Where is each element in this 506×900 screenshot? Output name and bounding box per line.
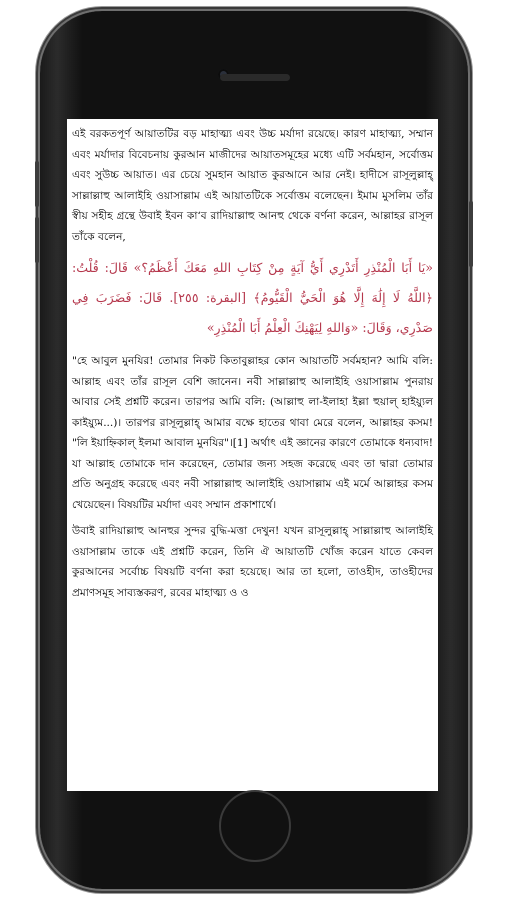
app-screen[interactable] [67, 119, 438, 791]
paragraph-2-text: "হে আবুল মুনযির! তোমার নিকট কিতাবুল্লাহর কোন আয়াতটি সর্বমহান? আমি বলি: আল্লাহ এবং তাঁর রাসূল বেশি জানেন। নবী সাল্লাল্লাহু আলাইহি ওয়াসাল্লাম পুনরায় আবার সেই প্রশ্নটি করেন। তারপর আমি বলি: (আল্লাহু লা-ইলাহা ইল্লা হুয়াল্ হাইয়্যুল কাইয়্যুম...)। তারপর রাসূলুল্লাহ্ আমার বক্ষে হাতের থাবা মেরে বলেন, আল্লাহর কসম! "লি ইয়াহ্নিকাল্ ইলমা আবাল মুনযির"। [72, 355, 433, 449]
arabic-hadith-text: «يَا أَبَا الْمُنْذِرِ أَتَدْرِي أَيُّ آيَةٍ مِنْ كِتَابِ اللهِ مَعَكَ أَعْظَمُ؟» قَالَ: قُلْتُ: ﴿اللَّهُ لَا إِلَٰهَ إِلَّا هُوَ الْحَيُّ الْقَيُّومُ﴾ [البقرة: ٢٥٥]. قَالَ: فَضَرَبَ فِي صَدْرِي، وَقَالَ: «وَاللهِ لِيَهْنِكَ الْعِلْمُ أَبَا الْمُنْذِرِ» [72, 260, 433, 335]
earpiece-speaker [220, 74, 290, 81]
power-button [469, 201, 473, 267]
article-paragraph-1: এই বরকতপূর্ণ আয়াতটির বড় মাহাত্ম্য এবং উচ্চ মর্যাদা রয়েছে। কারণ মাহাত্ম্য, সম্মান এবং মর্যাদার বিবেচনায় কুরআন মাজীদের আয়াতসমূহের মধ্যে এটি সর্বমহান, সর্বোত্তম এবং সুউচ্চ আয়াত। এর চেয়ে সুমহান আয়াত কুরআনে আর নেই। হাদীসে রাসূলুল্লাহ্ সাল্লাল্লাহু আলাইহি ওয়াসাল্লাম এই আয়াতটিকে সর্বোত্তম বলেছেন। ইমাম মুসলিম তাঁর স্বীয় সহীহ গ্রন্থে উবাই ইবন কা‘ব রাদিয়াল্লাহু আনহু থেকে বর্ণনা করেন, আল্লাহর রাসূল তাঁকে বলেন, [72, 128, 433, 243]
home-button[interactable] [219, 790, 291, 862]
article-body [67, 124, 438, 603]
volume-up-button [35, 161, 39, 207]
paragraph-2-continuation: অর্থাৎ এই জ্ঞানের কারণে তোমাকে ধন্যবাদ! যা আল্লাহ তোমাকে দান করেছেন, তোমার জন্য সহজ করেছে এবং তা দ্বারা তোমার প্রতি অনুগ্রহ করেছে এবং নবী সাল্লাল্লাহু আলাইহি ওয়াসাল্লাম এই মর্মে আল্লাহর কসম খেয়েছেন। বিষয়টির মর্যাদা এবং সম্মান প্রকাশার্থে। [72, 437, 434, 511]
article-paragraph-3: উবাই রাদিয়াল্লাহু আনহুর সুন্দর বুদ্ধি-মত্তা দেখুন! যখন রাসূলুল্লাহ্ সাল্লাল্লাহু আলাইহি ওয়াসাল্লাম তাকে এই প্রশ্নটি করেন, তিনি ঐ আয়াতটি খোঁজ করেন যাতে কেবল কুরআনের সর্বোচ্চ বিষয়টি বর্ণনা করা হয়েছে। আর তা হলো, তাওহীদ, তাওহীদের প্রমাণসমূহ সাব্যস্তকরণ, রবের মাহাত্ম্য ও ও [72, 525, 433, 599]
phone-frame [40, 11, 468, 889]
footnote-reference-link[interactable]: [1] [232, 437, 248, 449]
article-paragraph-2 [72, 351, 433, 515]
volume-down-button [35, 217, 39, 263]
